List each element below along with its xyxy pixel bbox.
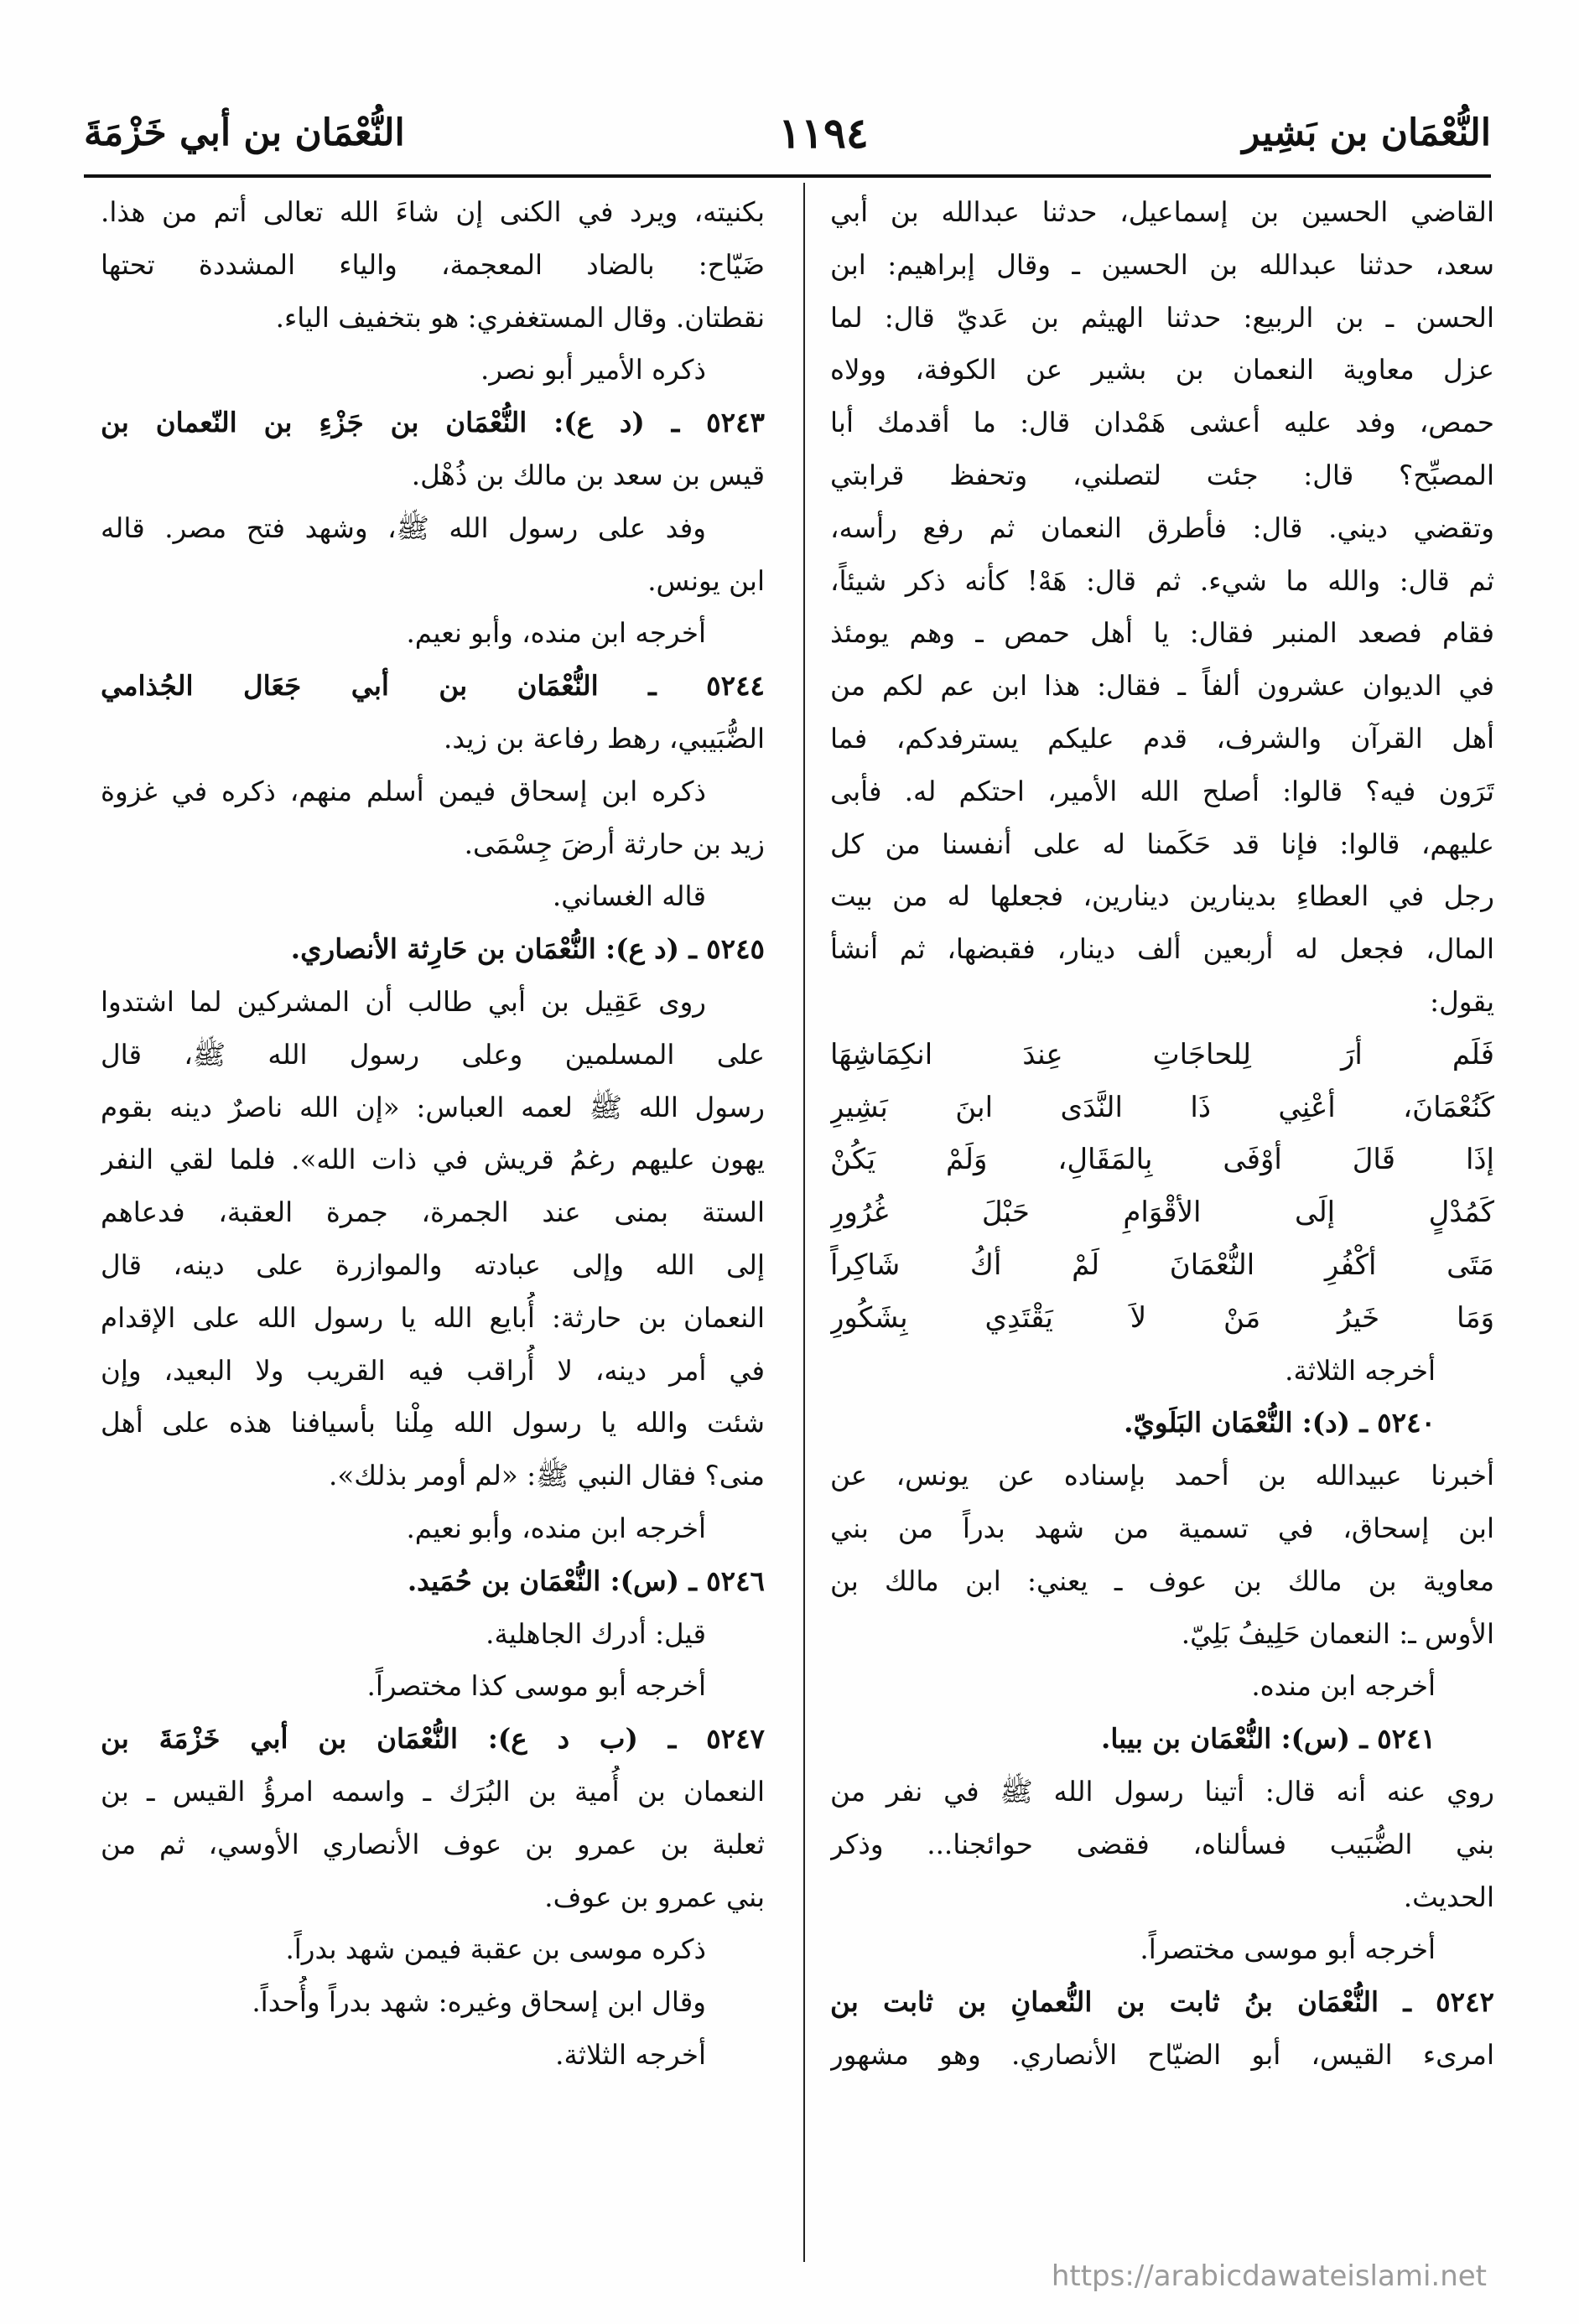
text-line: ابن يونس. (647, 564, 765, 597)
text-line: أخبرنا عبيدالله بن أحمد بإسناده عن يونس، عن (830, 1460, 1494, 1492)
entry-heading-line: ٥٢٤٦ ـ (س): النُّعْمَان بن حُمَيد. (407, 1564, 765, 1597)
watermark: https://arabicdawateislami.net (1051, 2259, 1487, 2293)
text-line: فقام فصعد المنبر فقال: يا أهل حمص ـ وهم يومئذ (830, 617, 1494, 650)
text-line: النعمان بن أُمية بن البُرَك ـ واسمه امرؤُ القيس ـ بن (101, 1775, 765, 1808)
text-line: منى؟ فقال النبي ﷺ: «لم أومر بذلك». (329, 1460, 765, 1492)
text-line: يهون عليهم رغمُ قريش في ذات الله». فلما لقي النفر (101, 1144, 765, 1176)
text-line: إلى الله وإلى عبادته والموازرة على دينه، قال (101, 1248, 765, 1281)
text-line: قيس بن سعد بن مالك بن ذُهْل. (411, 459, 765, 491)
page-header (84, 99, 1491, 166)
text-line: قيل: أدرك الجاهلية. (486, 1617, 706, 1650)
text-line: الحسن ـ بن الربيع: حدثنا الهيثم بن عَديّ قال: لما (830, 301, 1494, 334)
text-line: عزل معاوية النعمان بن بشير عن الكوفة، وولاه (830, 354, 1494, 386)
text-line: بني الضُّبَيب فسألناه، فقضى حوائجنا... وذكر (830, 1828, 1494, 1860)
text-line: أخرجه الثلاثة. (1285, 1354, 1436, 1387)
entry-heading-line: ٥٢٤٣ ـ (د ع): النُّعْمَان بن جَزْءِ بن النّعمان بن (101, 406, 765, 439)
text-line: ابن إسحاق، في تسمية من شهد بدراً من بني (830, 1512, 1494, 1544)
text-line: وفد على رسول الله ﷺ، وشهد فتح مصر. قاله (101, 511, 706, 544)
text-line: يقول: (1430, 985, 1494, 1018)
text-line: أخرجه أبو موسى كذا مختصراً. (366, 1670, 706, 1703)
text-line: بني عمرو بن عوف. (544, 1880, 765, 1913)
text-line: أخرجه أبو موسى مختصراً. (1140, 1933, 1436, 1966)
entry-heading-line: ٥٢٤٧ ـ (ب د ع): النُّعْمَان بن أبي خَزْمَةَ بن (101, 1722, 765, 1756)
poem-line: كَنُعْمَانَ، أعْنِي ذَا النَّدَى ابنَ بَشِيرِ (830, 1090, 1494, 1124)
text-line: نقطتان. وقال المستغفري: هو بتخفيف الياء. (275, 301, 765, 334)
text-line: الستة بمنى عند الجمرة، جمرة العقبة، فدعاهم (101, 1196, 765, 1229)
text-line: تَرَون فيه؟ قالوا: أصلح الله الأمير، احتكم له. فأبى (830, 775, 1494, 807)
poem-line: إذَا قَالَ أوْفَى بِالمَقَالِ، وَلَمْ يَكُنْ (830, 1143, 1494, 1177)
left-column (101, 186, 765, 2082)
text-line: النعمان بن حارثة: أُبايع الله يا رسول الله على الإقدام (101, 1301, 765, 1334)
entry-heading-line: ٥٢٤٤ ـ النُّعْمَان بن أبي جَعَال الجُذامي (101, 669, 765, 703)
text-line: القاضي الحسين بن إسماعيل، حدثنا عبدالله بن أبي (830, 196, 1494, 228)
text-line: ذكره موسى بن عقبة فيمن شهد بدراً. (285, 1933, 706, 1966)
page-number: ١١٩٤ (778, 107, 869, 158)
text-line: المصبِّح؟ قال: جئت لتصلني، وتحفظ قرابتي (830, 459, 1494, 491)
text-line: بكنيته، ويرد في الكنى إن شاءَ الله تعالى أتم من هذا. (101, 196, 765, 228)
text-line: رجل في العطاءِ بدينارين دينارين، فجعلها له من بيت (830, 880, 1494, 913)
poem-line: وَمَا خَيرُ مَنْ لاَ يَقْتَدِي بِشَكُورِ (830, 1300, 1494, 1335)
text-line: زيد بن حارثة أرضَ جِسْمَى. (464, 827, 765, 860)
text-line: وتقضي ديني. قال: فأطرق النعمان ثم رفع رأسه، (830, 511, 1494, 544)
entry-heading-line: ٥٢٤٠ ـ (د): النُّعْمَان البَلَويّ. (1124, 1406, 1436, 1440)
text-line: شئت والله يا رسول الله مِلْنا بأسيافنا هذه على أهل (101, 1407, 765, 1440)
text-line: أخرجه ابن منده، وأبو نعيم. (406, 617, 706, 650)
text-line: الأوس ـ: النعمان حَلِيفُ بَلِيّ. (1181, 1617, 1494, 1650)
text-line: على المسلمين وعلى رسول الله ﷺ، قال (101, 1038, 765, 1071)
text-line: في أمر دينه، لا أُراقب فيه القريب ولا البعيد، وإن (101, 1354, 765, 1387)
header-rule (84, 174, 1491, 178)
text-line: امرىء القيس، أبو الضيّاح الأنصاري. وهو مشهور (830, 2038, 1494, 2071)
text-line: أخرجه ابن منده. (1251, 1670, 1436, 1703)
running-head-right: النُّعْمَان بن بَشِير (1242, 111, 1491, 154)
poem-line: كَمُدْلٍ إلَى الأقْوَامِ حَبْلَ غُرُورِ (830, 1196, 1494, 1230)
entry-heading-line: ٥٢٤٢ ـ النُّعْمَان بنُ ثابت بن النُّعمانِ بن ثابت بن (830, 1985, 1494, 2019)
text-line: رسول الله ﷺ لعمه العباس: «إن الله ناصرٌ دينه بقوم (101, 1091, 765, 1123)
poem-line: فَلَم أرَ لِلحاجَاتِ عِندَ انكِمَاشِهَا (830, 1037, 1494, 1071)
text-line: أخرجه الثلاثة. (555, 2038, 706, 2071)
text-line: عليهم، قالوا: فإنا قد حَكَمنا له على أنفسنا من كل (830, 827, 1494, 860)
text-line: معاوية بن مالك بن عوف ـ يعني: ابن مالك بن (830, 1564, 1494, 1597)
text-line: ثم قال: والله ما شيء. ثم قال: هَهْ! كأنه ذكر شيئاً، (830, 564, 1494, 597)
text-line: في الديوان عشرون ألفاً ـ فقال: هذا ابن عم لكم من (830, 670, 1494, 703)
text-line: أخرجه ابن منده، وأبو نعيم. (406, 1512, 706, 1544)
text-line: أهل القرآن والشرف، قدم عليكم يسترفدكم، فما (830, 722, 1494, 755)
entry-heading-line: ٥٢٤٥ ـ (د ع): النُّعْمَان بن حَارِثة الأنصاري. (290, 932, 765, 966)
text-line: المال، فجعل له أربعين ألف دينار، فقبضها، ثم أنشأ (830, 933, 1494, 966)
text-line: ذكره الأمير أبو نصر. (480, 354, 706, 386)
poem-line: مَتَى أكْفُرِ النُّعْمَانَ لَمْ أكُ شَاكِراً (830, 1248, 1494, 1282)
text-line: ضَيّاح: بالضاد المعجمة، والياء المشددة تحتها (101, 248, 765, 281)
text-line: روي عنه أنه قال: أتينا رسول الله ﷺ في نفر من (830, 1775, 1494, 1808)
column-divider (803, 183, 805, 2262)
text-line: ثعلبة بن عمرو بن عوف الأنصاري الأوسي، ثم من (101, 1828, 765, 1860)
text-line: ذكره ابن إسحاق فيمن أسلم منهم، ذكره في غزوة (101, 775, 706, 807)
text-line: الضُّبَيبي، رهط رفاعة بن زيد. (444, 722, 765, 755)
text-line: روى عَقِيل بن أبي طالب أن المشركين لما اشتدوا (101, 985, 706, 1018)
text-line: الحديث. (1403, 1880, 1494, 1913)
text-line: سعد، حدثنا عبدالله بن الحسين ـ وقال إبراهيم: ابن (830, 248, 1494, 281)
running-head-left: النُّعْمَان بن أبي خَزْمَةَ (84, 111, 405, 154)
text-line: قاله الغساني. (552, 880, 706, 913)
right-column (830, 186, 1494, 2082)
text-line: وقال ابن إسحاق وغيره: شهد بدراً وأُحداً. (252, 1986, 706, 2019)
entry-heading-line: ٥٢٤١ ـ (س): النُّعْمَان بن بيبا. (1101, 1722, 1436, 1756)
text-line: حمص، وفد عليه أعشى هَمْدان قال: ما أقدمك أبا (830, 407, 1494, 439)
